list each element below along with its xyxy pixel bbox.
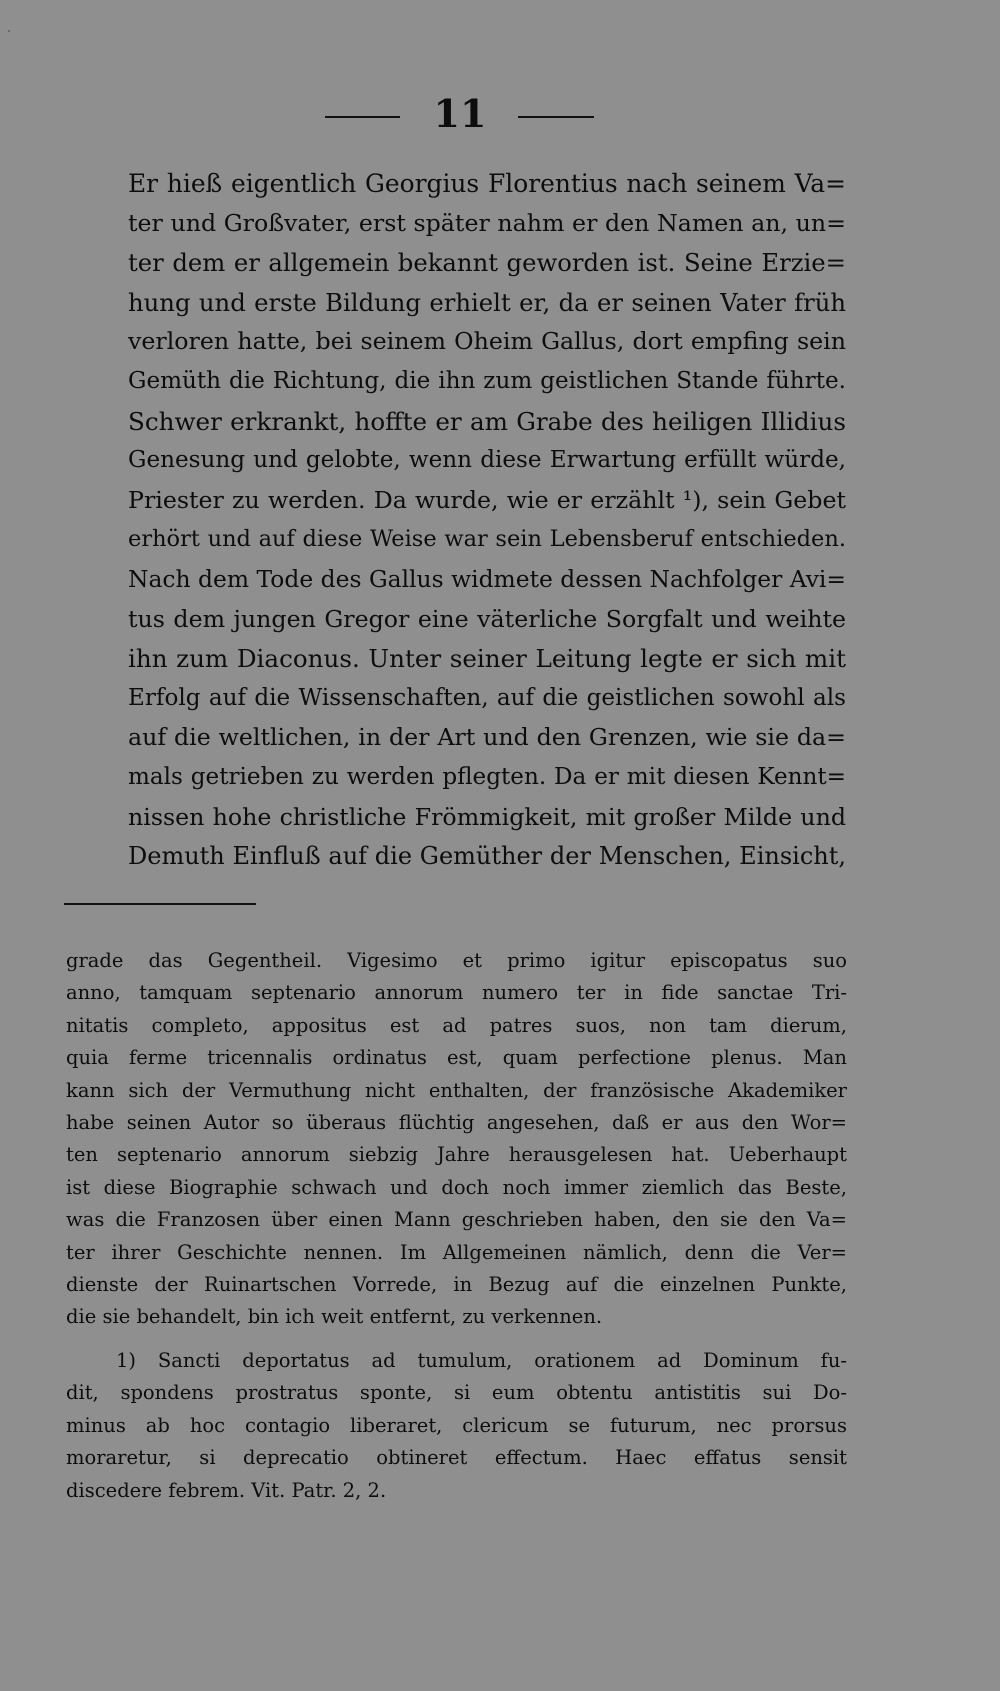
text-line: Er hieß eigentlich Georgius Florentius nach seinem Va= bbox=[128, 169, 846, 198]
footnote-line: discedere febrem. Vit. Patr. 2, 2. bbox=[66, 1478, 387, 1502]
note-line: ten septenario annorum siebzig Jahre herausgelesen hat. Ueberhaupt bbox=[66, 1143, 847, 1167]
text-line: Genesung und gelobte, wenn diese Erwartung erfüllt würde, bbox=[128, 447, 846, 474]
note-line: grade das Gegentheil. Vigesimo et primo igitur episcopatus suo bbox=[66, 949, 847, 972]
text-line: ter und Großvater, erst später nahm er den Namen an, un= bbox=[128, 208, 846, 237]
text-line: Schwer erkrankt, hoffte er am Grabe des heiligen Illidius bbox=[128, 406, 846, 436]
note-line: kann sich der Vermuthung nicht enthalten, der französische Akademiker bbox=[66, 1078, 847, 1102]
text-line: nissen hohe christliche Frömmigkeit, mit großer Milde und bbox=[128, 802, 846, 831]
note-line: dienste der Ruinartschen Vorrede, in Bezug auf die einzelnen Punkte, bbox=[66, 1273, 847, 1297]
text-line: Gemüth die Richtung, die ihn zum geistlichen Stande führte. bbox=[128, 367, 846, 394]
text-line: tus dem jungen Gregor eine väterliche Sorgfalt und weihte bbox=[128, 604, 846, 633]
text-line: Erfolg auf die Wissenschaften, auf die geistlichen sowohl als bbox=[128, 684, 846, 711]
footnote-line: minus ab hoc contagio liberaret, clericum se futurum, nec prorsus bbox=[66, 1413, 847, 1437]
note-line: was die Franzosen über einen Mann geschrieben haben, den sie den Va= bbox=[66, 1208, 847, 1232]
footnote-continuation bbox=[66, 945, 847, 1334]
text-line: Priester zu werden. Da wurde, wie er erzählt ¹), sein Gebet bbox=[128, 485, 846, 514]
footnote-1 bbox=[66, 1345, 847, 1507]
footnote-line: moraretur, si deprecatio obtineret effectum. Haec effatus sensit bbox=[66, 1446, 847, 1470]
main-text-block bbox=[128, 164, 846, 877]
text-line: hung und erste Bildung erhielt er, da er seinen Vater früh bbox=[128, 287, 846, 317]
text-line: ihn zum Diaconus. Unter seiner Leitung legte er sich mit bbox=[128, 644, 846, 674]
note-line: ter ihrer Geschichte nennen. Im Allgemeinen nämlich, denn die Ver= bbox=[66, 1240, 847, 1264]
text-line: auf die weltlichen, in der Art und den Grenzen, wie sie da= bbox=[128, 723, 846, 752]
text-line: Nach dem Tode des Gallus widmete dessen Nachfolger Avi= bbox=[128, 564, 846, 593]
note-line: nitatis completo, appositus est ad patres suos, non tam dierum, bbox=[66, 1013, 847, 1037]
footnote-line: 1) Sancti deportatus ad tumulum, orationem ad Dominum fu- bbox=[116, 1349, 847, 1372]
page-number: 11 bbox=[433, 91, 487, 136]
footnote-line: dit, spondens prostratus sponte, si eum obtentu antistitis sui Do- bbox=[66, 1381, 847, 1405]
note-line: quia ferme tricennalis ordinatus est, quam perfectione plenus. Man bbox=[66, 1046, 847, 1070]
note-line: habe seinen Autor so überaus flüchtig angesehen, daß er aus den Wor= bbox=[66, 1111, 847, 1135]
text-line: ter dem er allgemein bekannt geworden ist. Seine Erzie= bbox=[128, 248, 846, 278]
text-line: Demuth Einfluß auf die Gemüther der Menschen, Einsicht, bbox=[128, 842, 846, 871]
header-rule-left bbox=[325, 116, 400, 118]
header-rule-right bbox=[518, 116, 594, 118]
note-line: ist diese Biographie schwach und doch noch immer ziemlich das Beste, bbox=[66, 1175, 847, 1199]
note-line: anno, tamquam septenario annorum numero ter in fide sanctae Tri- bbox=[66, 981, 847, 1005]
text-line: mals getrieben zu werden pflegten. Da er mit diesen Kennt= bbox=[128, 763, 846, 790]
note-line: die sie behandelt, bin ich weit entfernt, zu verkennen. bbox=[66, 1305, 603, 1329]
footnote-separator bbox=[64, 903, 256, 905]
page-header bbox=[0, 86, 1000, 146]
text-line: verloren hatte, bei seinem Oheim Gallus, dort empfing sein bbox=[128, 327, 846, 356]
text-line: erhört und auf diese Weise war sein Lebensberuf entschieden. bbox=[128, 526, 846, 553]
scan-speck bbox=[8, 30, 10, 32]
